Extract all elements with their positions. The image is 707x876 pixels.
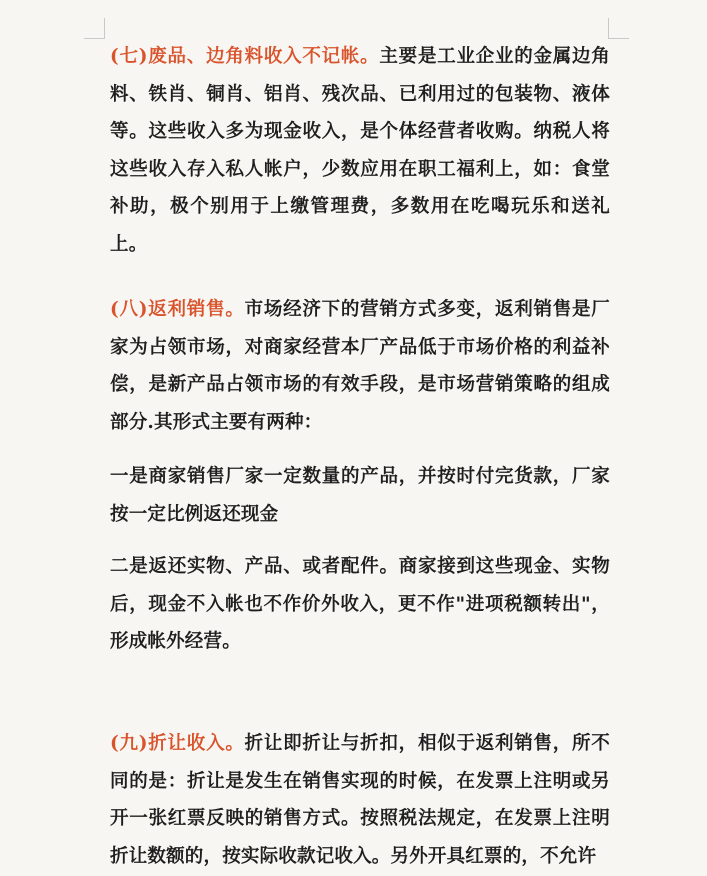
paragraph-section-8 <box>110 291 610 441</box>
section-body: 主要是工业企业的金属边角料、铁肖、铜肖、铝肖、残次品、已利用过的包装物、液体等。这些收入多为现金收入，是个体经营者收购。纳税人将这些收入存入私人帐户，少数应用在职工福利上，如：食堂补助，极个别用于上缴管理费，多数用在吃喝玩乐和送礼上。 <box>110 46 610 255</box>
section-heading: (七)废品、边角料收入不记帐。 <box>110 46 380 67</box>
paragraph-option-2 <box>110 548 610 661</box>
paragraph-section-9 <box>110 725 610 875</box>
paragraph-option-1 <box>110 458 610 533</box>
section-heading: (八)返利销售。 <box>110 299 245 320</box>
section-body: 市场经济下的营销方式多变，返利销售是厂家为占领市场，对商家经营本厂产品低于市场价格的利益补偿，是新产品占领市场的有效手段，是市场营销策略的组成部分.其形式主要有两种： <box>110 299 610 433</box>
section-body: 一是商家销售厂家一定数量的产品，并按时付完货款，厂家按一定比例返还现金 <box>110 466 610 525</box>
section-body: 折让即折让与折扣，相似于返利销售，所不同的是：折让是发生在销售实现的时候，在发票上注明或另开一张红票反映的销售方式。按照税法规定，在发票上注明折让数额的，按实际收款记收入。另外开具红票的，不允许 <box>110 733 610 867</box>
paragraph-section-7 <box>110 38 610 263</box>
page-corner-mark-right <box>608 18 629 39</box>
section-heading: (九)折让收入。 <box>110 733 245 754</box>
page-corner-mark-left <box>84 18 105 39</box>
section-body: 二是返还实物、产品、或者配件。商家接到这些现金、实物后，现金不入帐也不作价外收入，更不作"进项税额转出"，形成帐外经营。 <box>110 556 610 652</box>
